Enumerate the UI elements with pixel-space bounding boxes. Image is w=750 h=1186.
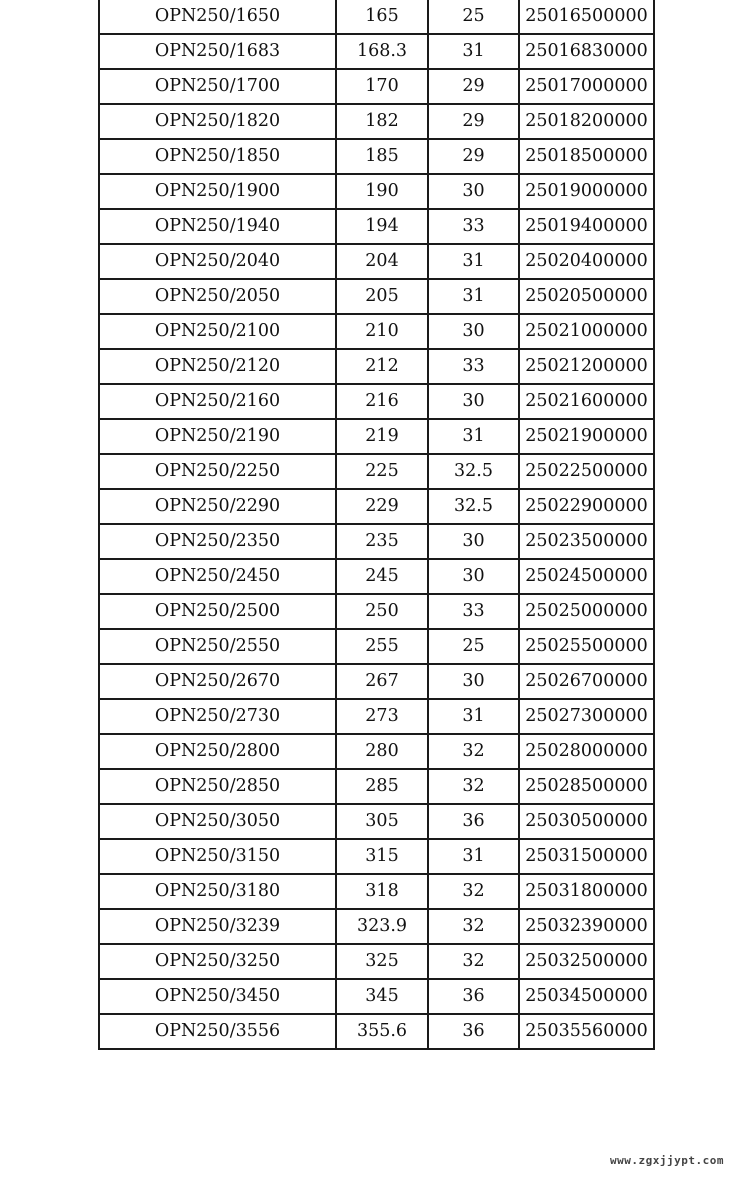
diameter-cell: 168.3 <box>336 34 428 69</box>
width-cell: 31 <box>428 699 519 734</box>
width-cell: 31 <box>428 419 519 454</box>
width-cell: 30 <box>428 314 519 349</box>
width-cell: 29 <box>428 69 519 104</box>
code-cell: 25019400000 <box>519 209 654 244</box>
code-cell: 25034500000 <box>519 979 654 1014</box>
model-cell: OPN250/3250 <box>99 944 336 979</box>
diameter-cell: 205 <box>336 279 428 314</box>
table-row <box>99 489 654 524</box>
model-cell: OPN250/2550 <box>99 629 336 664</box>
model-cell: OPN250/2850 <box>99 769 336 804</box>
model-cell: OPN250/2100 <box>99 314 336 349</box>
table-row <box>99 594 654 629</box>
diameter-cell: 355.6 <box>336 1014 428 1049</box>
model-cell: OPN250/2350 <box>99 524 336 559</box>
code-cell: 25021600000 <box>519 384 654 419</box>
table-row <box>99 384 654 419</box>
code-cell: 25019000000 <box>519 174 654 209</box>
width-cell: 32 <box>428 874 519 909</box>
code-cell: 25031500000 <box>519 839 654 874</box>
table-row <box>99 804 654 839</box>
width-cell: 31 <box>428 244 519 279</box>
width-cell: 32 <box>428 769 519 804</box>
width-cell: 29 <box>428 139 519 174</box>
code-cell: 25021900000 <box>519 419 654 454</box>
code-cell: 25035560000 <box>519 1014 654 1049</box>
width-cell: 32.5 <box>428 489 519 524</box>
code-cell: 25025000000 <box>519 594 654 629</box>
table-row <box>99 279 654 314</box>
width-cell: 30 <box>428 559 519 594</box>
table-row <box>99 664 654 699</box>
code-cell: 25017000000 <box>519 69 654 104</box>
table-row <box>99 454 654 489</box>
model-cell: OPN250/2290 <box>99 489 336 524</box>
table-row <box>99 769 654 804</box>
code-cell: 25023500000 <box>519 524 654 559</box>
code-cell: 25030500000 <box>519 804 654 839</box>
model-cell: OPN250/2050 <box>99 279 336 314</box>
product-table-body <box>99 0 654 1049</box>
code-cell: 25021000000 <box>519 314 654 349</box>
diameter-cell: 285 <box>336 769 428 804</box>
table-row <box>99 209 654 244</box>
model-cell: OPN250/2040 <box>99 244 336 279</box>
width-cell: 32 <box>428 909 519 944</box>
diameter-cell: 255 <box>336 629 428 664</box>
code-cell: 25022500000 <box>519 454 654 489</box>
code-cell: 25028000000 <box>519 734 654 769</box>
table-row <box>99 559 654 594</box>
width-cell: 32 <box>428 944 519 979</box>
width-cell: 29 <box>428 104 519 139</box>
table-row <box>99 69 654 104</box>
table-row <box>99 874 654 909</box>
diameter-cell: 305 <box>336 804 428 839</box>
model-cell: OPN250/2730 <box>99 699 336 734</box>
diameter-cell: 225 <box>336 454 428 489</box>
code-cell: 25022900000 <box>519 489 654 524</box>
width-cell: 36 <box>428 1014 519 1049</box>
table-row <box>99 734 654 769</box>
model-cell: OPN250/2250 <box>99 454 336 489</box>
table-row <box>99 34 654 69</box>
model-cell: OPN250/3050 <box>99 804 336 839</box>
site-watermark: www.zgxjjypt.com <box>610 1154 724 1167</box>
diameter-cell: 345 <box>336 979 428 1014</box>
model-cell: OPN250/1820 <box>99 104 336 139</box>
table-row <box>99 1014 654 1049</box>
diameter-cell: 267 <box>336 664 428 699</box>
width-cell: 31 <box>428 34 519 69</box>
product-table <box>98 0 655 1050</box>
code-cell: 25032390000 <box>519 909 654 944</box>
model-cell: OPN250/2450 <box>99 559 336 594</box>
code-cell: 25018500000 <box>519 139 654 174</box>
table-row <box>99 629 654 664</box>
model-cell: OPN250/3556 <box>99 1014 336 1049</box>
diameter-cell: 212 <box>336 349 428 384</box>
diameter-cell: 216 <box>336 384 428 419</box>
model-cell: OPN250/2800 <box>99 734 336 769</box>
table-row <box>99 979 654 1014</box>
table-row <box>99 139 654 174</box>
table-row <box>99 699 654 734</box>
diameter-cell: 194 <box>336 209 428 244</box>
diameter-cell: 190 <box>336 174 428 209</box>
code-cell: 25016830000 <box>519 34 654 69</box>
model-cell: OPN250/1900 <box>99 174 336 209</box>
diameter-cell: 185 <box>336 139 428 174</box>
code-cell: 25020400000 <box>519 244 654 279</box>
width-cell: 33 <box>428 594 519 629</box>
width-cell: 30 <box>428 384 519 419</box>
model-cell: OPN250/3239 <box>99 909 336 944</box>
width-cell: 36 <box>428 979 519 1014</box>
diameter-cell: 280 <box>336 734 428 769</box>
diameter-cell: 318 <box>336 874 428 909</box>
product-table-container <box>98 0 653 1050</box>
code-cell: 25020500000 <box>519 279 654 314</box>
table-row <box>99 909 654 944</box>
width-cell: 30 <box>428 664 519 699</box>
code-cell: 25016500000 <box>519 0 654 34</box>
model-cell: OPN250/1940 <box>99 209 336 244</box>
diameter-cell: 250 <box>336 594 428 629</box>
width-cell: 25 <box>428 629 519 664</box>
code-cell: 25024500000 <box>519 559 654 594</box>
width-cell: 32 <box>428 734 519 769</box>
model-cell: OPN250/2500 <box>99 594 336 629</box>
table-row <box>99 244 654 279</box>
code-cell: 25021200000 <box>519 349 654 384</box>
model-cell: OPN250/3180 <box>99 874 336 909</box>
width-cell: 25 <box>428 0 519 34</box>
width-cell: 30 <box>428 174 519 209</box>
table-row <box>99 839 654 874</box>
table-row <box>99 349 654 384</box>
diameter-cell: 210 <box>336 314 428 349</box>
diameter-cell: 165 <box>336 0 428 34</box>
model-cell: OPN250/3150 <box>99 839 336 874</box>
model-cell: OPN250/2120 <box>99 349 336 384</box>
model-cell: OPN250/1850 <box>99 139 336 174</box>
width-cell: 33 <box>428 349 519 384</box>
width-cell: 36 <box>428 804 519 839</box>
code-cell: 25028500000 <box>519 769 654 804</box>
model-cell: OPN250/1700 <box>99 69 336 104</box>
code-cell: 25032500000 <box>519 944 654 979</box>
code-cell: 25018200000 <box>519 104 654 139</box>
model-cell: OPN250/2160 <box>99 384 336 419</box>
diameter-cell: 229 <box>336 489 428 524</box>
code-cell: 25026700000 <box>519 664 654 699</box>
model-cell: OPN250/2190 <box>99 419 336 454</box>
width-cell: 31 <box>428 279 519 314</box>
table-row <box>99 314 654 349</box>
table-row <box>99 174 654 209</box>
diameter-cell: 182 <box>336 104 428 139</box>
diameter-cell: 323.9 <box>336 909 428 944</box>
model-cell: OPN250/3450 <box>99 979 336 1014</box>
table-row <box>99 104 654 139</box>
table-row <box>99 0 654 34</box>
width-cell: 30 <box>428 524 519 559</box>
width-cell: 31 <box>428 839 519 874</box>
model-cell: OPN250/1683 <box>99 34 336 69</box>
diameter-cell: 325 <box>336 944 428 979</box>
table-row <box>99 524 654 559</box>
width-cell: 32.5 <box>428 454 519 489</box>
model-cell: OPN250/1650 <box>99 0 336 34</box>
table-row <box>99 944 654 979</box>
diameter-cell: 204 <box>336 244 428 279</box>
diameter-cell: 315 <box>336 839 428 874</box>
model-cell: OPN250/2670 <box>99 664 336 699</box>
code-cell: 25025500000 <box>519 629 654 664</box>
code-cell: 25031800000 <box>519 874 654 909</box>
table-row <box>99 419 654 454</box>
width-cell: 33 <box>428 209 519 244</box>
diameter-cell: 170 <box>336 69 428 104</box>
diameter-cell: 235 <box>336 524 428 559</box>
diameter-cell: 219 <box>336 419 428 454</box>
diameter-cell: 273 <box>336 699 428 734</box>
diameter-cell: 245 <box>336 559 428 594</box>
code-cell: 25027300000 <box>519 699 654 734</box>
